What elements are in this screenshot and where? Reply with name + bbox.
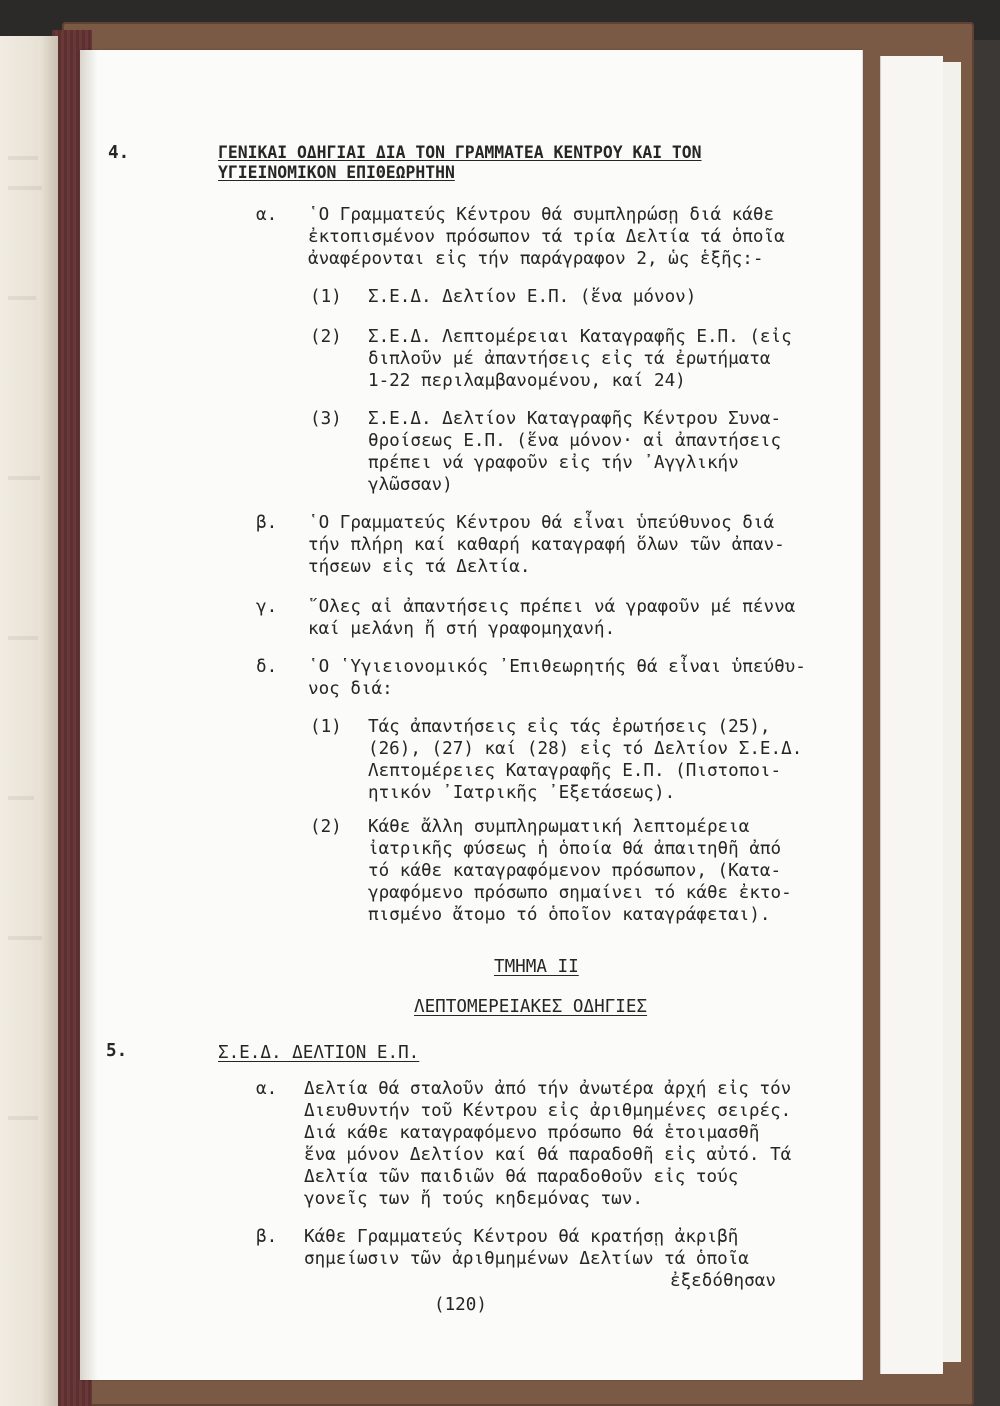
item-4b-label: β. bbox=[256, 513, 278, 533]
item-4d-1-line-4: ητικόν ᾿Ιατρικῆς ᾿Εξετάσεως). bbox=[368, 783, 676, 803]
item-5a-line-1: Δελτία θά σταλοῦν ἀπό τήν ἀνωτέρα ἀρχή εἰς τόν bbox=[304, 1079, 792, 1099]
item-4a-1-line-1: Σ.Ε.Δ. Δελτίον Ε.Π. (ἕνα μόνον) bbox=[368, 287, 697, 307]
item-4c-line-1: ῞Ολες αἱ ἀπαντήσεις πρέπει νά γραφοῦν μέ πέννα bbox=[308, 597, 796, 617]
item-4a-line-3: ἀναφέρονται εἰς τήν παράγραφον 2, ὡς ἑξῆς:- bbox=[308, 249, 764, 269]
back-page-edge-1 bbox=[880, 56, 943, 1374]
section-5-heading: Σ.Ε.Δ. ΔΕΛΤΙΟΝ Ε.Π. bbox=[218, 1043, 420, 1063]
item-4a-3-line-4: γλῶσσαν) bbox=[368, 475, 453, 495]
item-5b-line-2: σημείωσιν τῶν ἀριθμημένων Δελτίων τά ὁποῖα bbox=[304, 1249, 749, 1269]
item-5a-line-2: Διευθυντήν τοῦ Κέντρου εἰς ἀριθμημένες σειρές. bbox=[304, 1101, 792, 1121]
item-4a-3-label: (3) bbox=[310, 409, 342, 429]
item-4d-line-1: ῾Ο ῾Υγιειονομικός ᾿Επιθεωρητής θά εἶναι ὑπεύθυ- bbox=[308, 657, 806, 677]
page-gutter-shadow bbox=[80, 50, 98, 1380]
item-5a-label: α. bbox=[256, 1079, 278, 1099]
item-5a-line-3: Διά κάθε καταγραφόμενο πρόσωπο θά ἑτοιμασθῆ bbox=[304, 1123, 760, 1143]
item-4b-line-2: τήν πλήρη καί καθαρή καταγραφή ὅλων τῶν ἀπαν- bbox=[308, 535, 785, 555]
section-4-number: 4. bbox=[108, 143, 130, 163]
part-title: ΤΜΗΜΑ ΙΙ bbox=[494, 957, 579, 977]
item-4a-3-line-1: Σ.Ε.Δ. Δελτίον Καταγραφῆς Κέντρου Συνα- bbox=[368, 409, 782, 429]
section-5-number: 5. bbox=[106, 1041, 128, 1061]
item-4d-1-line-1: Τάς ἀπαντήσεις εἰς τάς ἐρωτήσεις (25), bbox=[368, 717, 771, 737]
item-5a-line-6: γονεῖς των ἤ τούς κηδεμόνας των. bbox=[304, 1189, 643, 1209]
page-number: (120) bbox=[434, 1295, 487, 1315]
item-4d-1-line-3: Λεπτομέρειες Καταγραφῆς Ε.Π. (Πιστοποι- bbox=[368, 761, 782, 781]
section-4-heading-line-1: ΓΕΝΙΚΑΙ ΟΔΗΓΙΑΙ ΔΙΑ ΤΟΝ ΓΡΑΜΜΑΤΕΑ ΚΕΝΤΡΟΥ ΚΑΙ ΤΟΝ bbox=[218, 143, 702, 162]
item-4a-2-label: (2) bbox=[310, 327, 342, 347]
item-4a-line-2: ἐκτοπισμένον πρόσωπον τά τρία Δελτία τά ὁποῖα bbox=[308, 227, 785, 247]
item-4d-2-line-3: τό κάθε καταγραφόμενον πρόσωπον, (Κατα- bbox=[368, 861, 782, 881]
item-5b-label: β. bbox=[256, 1227, 278, 1247]
item-4d-2-line-1: Κάθε ἄλλη συμπληρωματική λεπτομέρεια bbox=[368, 817, 750, 837]
item-4a-1-label: (1) bbox=[310, 287, 342, 307]
item-4d-label: δ. bbox=[256, 657, 278, 677]
item-4a-line-1: ῾Ο Γραμματεύς Κέντρου θά συμπληρώσῃ διά κάθε bbox=[308, 205, 775, 225]
item-5a-line-4: ἕνα μόνον Δελτίον καί θά παραδοθῆ εἰς αὐτό. Τά bbox=[304, 1145, 792, 1165]
item-4a-2-line-1: Σ.Ε.Δ. Λεπτομέρειαι Καταγραφῆς Ε.Π. (εἰς bbox=[368, 327, 792, 347]
item-4c-label: γ. bbox=[256, 597, 278, 617]
item-4a-2-line-2: διπλοῦν μέ ἀπαντήσεις εἰς τά ἐρωτήματα bbox=[368, 349, 771, 369]
item-4d-1-label: (1) bbox=[310, 717, 342, 737]
document-page bbox=[80, 50, 862, 1380]
item-4b-line-3: τήσεων εἰς τά Δελτία. bbox=[308, 557, 531, 577]
item-4d-2-label: (2) bbox=[310, 817, 342, 837]
item-5b-line-3: ἐξεδόθησαν bbox=[670, 1271, 776, 1291]
item-5b-line-1: Κάθε Γραμματεύς Κέντρου θά κρατήσῃ ἀκριβῆ bbox=[304, 1227, 739, 1247]
part-subtitle: ΛΕΠΤΟΜΕΡΕΙΑΚΕΣ ΟΔΗΓΙΕΣ bbox=[414, 997, 648, 1017]
item-4d-2-line-2: ἰατρικῆς φύσεως ἡ ὁποία θά ἀπαιτηθῆ ἀπό bbox=[368, 839, 782, 859]
section-4-heading-line-2: ΥΓΙΕΙΝΟΜΙΚΟΝ ΕΠΙΘΕΩΡΗΤΗΝ bbox=[218, 163, 455, 182]
item-4d-line-2: νος διά: bbox=[308, 679, 393, 699]
item-4b-line-1: ῾Ο Γραμματεύς Κέντρου θά εἶναι ὑπεύθυνος διά bbox=[308, 513, 775, 533]
item-4c-line-2: καί μελάνη ἤ στή γραφομηχανή. bbox=[308, 619, 616, 639]
item-4d-2-line-5: πισμένο ἄτομο τό ὁποῖον καταγράφεται). bbox=[368, 905, 771, 925]
item-5a-line-5: Δελτία τῶν παιδιῶν θά παραδοθοῦν εἰς τούς bbox=[304, 1167, 739, 1187]
item-4d-2-line-4: γραφόμενο πρόσωπο σημαίνει τό κάθε ἐκτο- bbox=[368, 883, 792, 903]
item-4a-3-line-2: θροίσεως Ε.Π. (ἕνα μόνον· αἱ ἀπαντήσεις bbox=[368, 431, 782, 451]
item-4d-1-line-2: (26), (27) καί (28) εἰς τό Δελτίον Σ.Ε.Δ. bbox=[368, 739, 803, 759]
left-page-show-through bbox=[0, 36, 50, 1406]
item-4a-2-line-3: 1-22 περιλαμβανομένου, καί 24) bbox=[368, 371, 686, 391]
item-4a-3-line-3: πρέπει νά γραφοῦν εἰς τήν ᾿Αγγλικήν bbox=[368, 453, 739, 473]
item-4a-label: α. bbox=[256, 205, 278, 225]
